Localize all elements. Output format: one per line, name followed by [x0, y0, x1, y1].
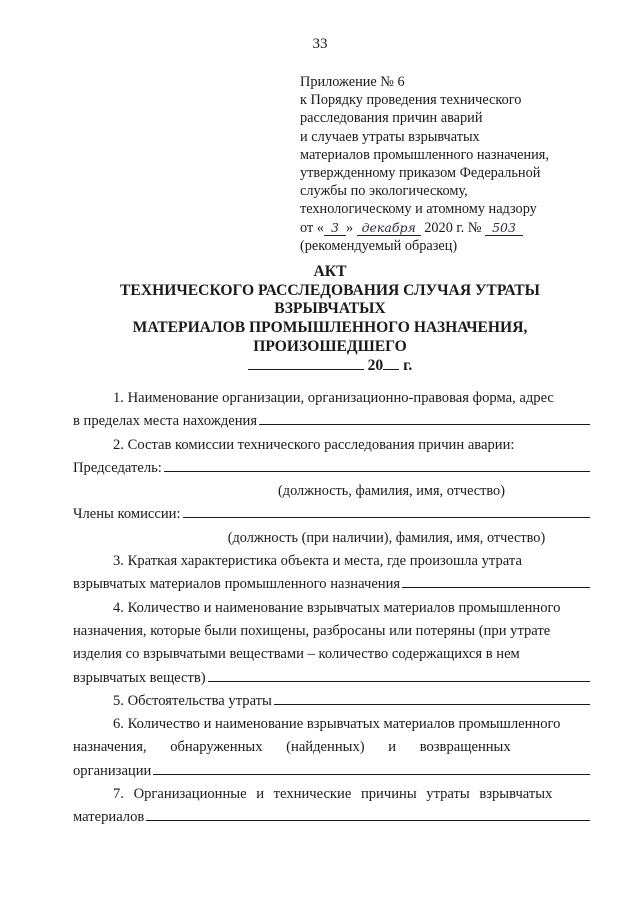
item-6-text-2: назначения, обнаруженных (найденных) и возвращенных: [73, 739, 511, 756]
appendix-block: [300, 73, 590, 255]
handwritten-month: декабря: [357, 221, 421, 236]
item-5-line: [73, 690, 590, 713]
item-4-line-3: [73, 643, 590, 666]
object-description-field[interactable]: [402, 573, 590, 588]
item-1-address-label: в пределах места нахождения: [73, 413, 258, 430]
item-6-text: 6. Количество и наименование взрывчатых материалов промышленного: [113, 716, 561, 733]
item-4-text-3: изделия со взрывчатыми веществами – количество содержащихся в нем: [73, 646, 520, 663]
chair-caption: (должность, фамилия, имя, отчество): [278, 483, 505, 500]
item-3-text: 3. Краткая характеристика объекта и места, где произошла утрата: [113, 553, 522, 570]
organization-address-field[interactable]: [259, 410, 590, 425]
appendix-line: расследования причин аварий: [300, 110, 483, 127]
appendix-line: к Порядку проведения технического: [300, 92, 522, 109]
blank-date-field[interactable]: [248, 357, 364, 370]
appendix-line: и случаев утраты взрывчатых: [300, 128, 480, 145]
item-7-line-1: [73, 783, 590, 806]
title-line: ВЗРЫВЧАТЫХ: [274, 300, 386, 318]
form-body: [73, 387, 590, 830]
members-caption: (должность (при наличии), фамилия, имя, отчество): [227, 529, 546, 546]
item-1-text: 1. Наименование организации, организационно-правовая форма, адрес: [113, 390, 554, 406]
handwritten-day: 3: [324, 221, 346, 236]
title-line: МАТЕРИАЛОВ ПРОМЫШЛЕННОГО НАЗНАЧЕНИЯ,: [132, 319, 528, 337]
item-7-label: материалов: [73, 809, 145, 826]
members-line: [73, 503, 590, 526]
item-1-line-1: [73, 387, 590, 410]
item-4-text-2: назначения, которые были похищены, разбросаны или потеряны (при утрате: [73, 622, 551, 639]
item-6-line-2: [73, 736, 590, 759]
appendix-line: материалов промышленного назначения,: [300, 146, 549, 163]
handwritten-order-number: 503: [485, 221, 523, 236]
order-date-line: [300, 219, 590, 237]
item-4-line-4: [73, 667, 590, 690]
item-2-line-1: [73, 434, 590, 457]
explosives-quantity-field[interactable]: [208, 667, 590, 682]
item-7-text: 7. Организационные и технические причины утраты взрывчатых: [113, 786, 553, 803]
item-5-label: 5. Обстоятельства утраты: [113, 692, 272, 709]
item-6-label: организации: [73, 762, 152, 779]
appendix-line: утвержденному приказом Федеральной: [300, 165, 541, 182]
date-year: 2020 г. №: [424, 219, 482, 236]
item-3-line-1: [73, 550, 590, 573]
returned-materials-field[interactable]: [153, 760, 590, 775]
title-date-line: [60, 357, 600, 376]
title-line: ПРОИЗОШЕДШЕГО: [253, 337, 407, 355]
item-1-line-2: [73, 410, 590, 433]
item-6-line-1: [73, 713, 590, 736]
members-field[interactable]: [183, 503, 590, 518]
item-4-label: взрывчатых веществ): [73, 669, 206, 686]
chair-line: [73, 457, 590, 480]
recommended-sample-note: (рекомендуемый образец): [300, 237, 458, 254]
blank-year-field[interactable]: [383, 357, 399, 370]
item-3-line-2: [73, 573, 590, 596]
date-prefix: от «: [300, 219, 324, 236]
page-number: 33: [312, 36, 328, 52]
loss-circumstances-field[interactable]: [274, 690, 590, 705]
item-3-object-label: взрывчатых материалов промышленного назначения: [73, 576, 401, 593]
title-line: ТЕХНИЧЕСКОГО РАССЛЕДОВАНИЯ СЛУЧАЯ УТРАТЫ: [120, 281, 540, 299]
item-2-text: 2. Состав комиссии технического расследования причин аварии:: [113, 436, 515, 453]
chair-label: Председатель:: [73, 459, 162, 476]
item-4-line-2: [73, 620, 590, 643]
appendix-line: службы по экологическому,: [300, 183, 468, 200]
title-year-suffix: г.: [403, 356, 413, 374]
loss-causes-field[interactable]: [146, 806, 590, 821]
title-year-prefix: 20: [367, 356, 384, 374]
item-4-line-1: [73, 597, 590, 620]
title-line: АКТ: [313, 263, 347, 280]
item-7-line-2: [73, 806, 590, 829]
chair-field[interactable]: [164, 457, 590, 472]
document-title: [60, 263, 600, 375]
item-4-text: 4. Количество и наименование взрывчатых материалов промышленного: [113, 599, 561, 616]
appendix-line: Приложение № 6: [300, 74, 405, 90]
date-mid: »: [345, 219, 354, 236]
appendix-line: технологическому и атомному надзору: [300, 201, 537, 218]
item-6-line-3: [73, 760, 590, 783]
members-label: Члены комиссии:: [73, 506, 181, 523]
